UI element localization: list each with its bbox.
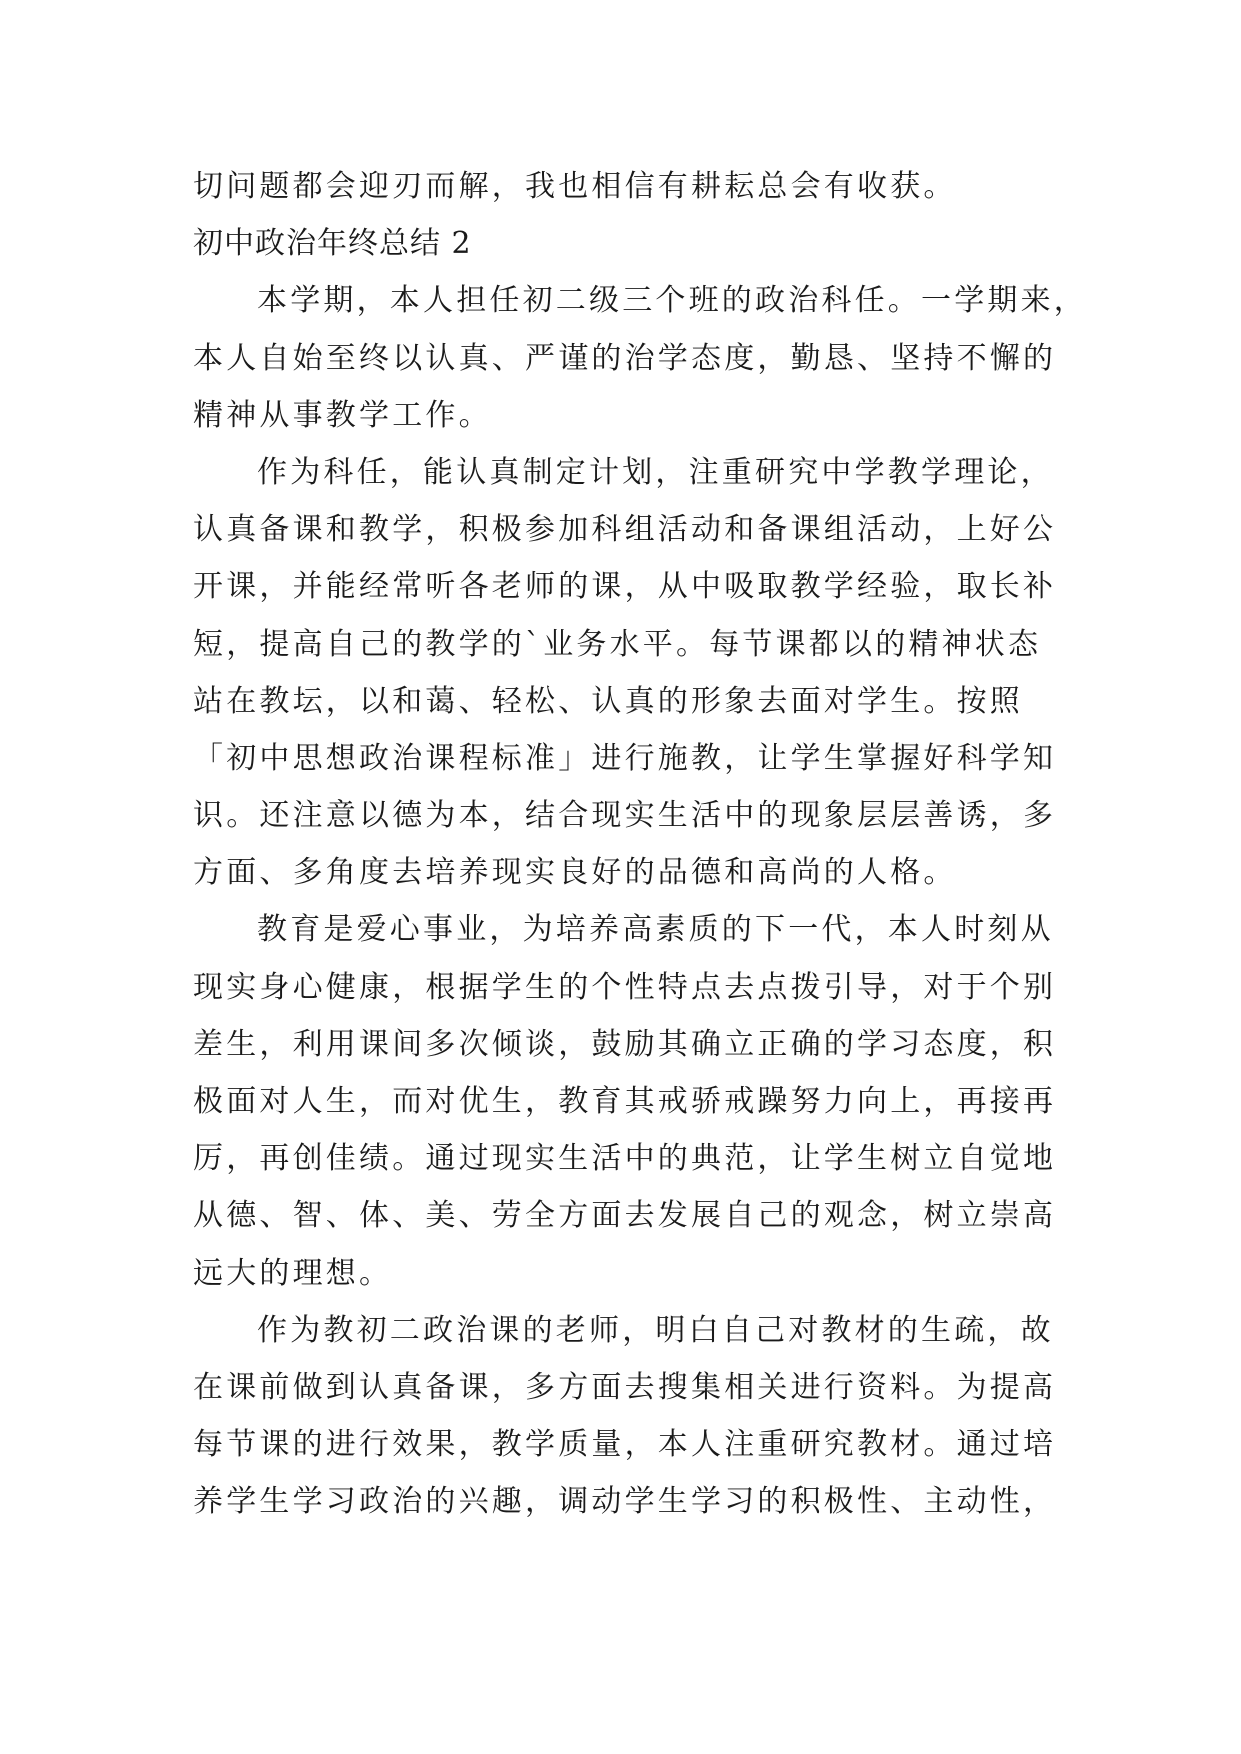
body-text-line: 厉，再创佳绩。通过现实生活中的典范，让学生树立自觉地 — [193, 1141, 1057, 1177]
body-text-line: 在课前做到认真备课，多方面去搜集相关进行资料。为提高 — [193, 1369, 1057, 1405]
paragraph-first-line: 教育是爱心事业，为培养高素质的下一代，本人时刻从 — [257, 912, 1054, 948]
body-text-line: 短，提高自己的教学的`业务水平。每节课都以的精神状态 — [193, 626, 1042, 662]
body-text-line: 本人自始至终以认真、严谨的治学态度，勤恳、坚持不懈的 — [193, 340, 1057, 376]
body-text-line: 每节课的进行效果，教学质量，本人注重研究教材。通过培 — [193, 1427, 1057, 1463]
body-text-line: 极面对人生，而对优生，教育其戒骄戒躁努力向上，再接再 — [193, 1084, 1057, 1119]
body-text-line: 认真备课和教学，积极参加科组活动和备课组活动，上好公 — [193, 512, 1057, 548]
body-text-line: 远大的理想。 — [193, 1255, 393, 1291]
body-text-line: 现实身心健康，根据学生的个性特点去点拨引导，对于个别 — [193, 969, 1057, 1005]
section-heading: 初中政治年终总结 2 — [193, 226, 472, 262]
body-text-line: 开课，并能经常听各老师的课，从中吸取教学经验，取长补 — [193, 569, 1057, 605]
body-text-line: 从德、智、体、美、劳全方面去发展自己的观念，树立崇高 — [193, 1198, 1057, 1234]
body-text-line: 站在教坛，以和蔼、轻松、认真的形象去面对学生。按照 — [193, 683, 1023, 719]
body-text-line: 「初中思想政治课程标准」进行施教，让学生掌握好科学知 — [193, 740, 1057, 776]
document-body — [193, 158, 1087, 1531]
body-text-line: 精神从事教学工作。 — [193, 397, 492, 433]
body-text-line: 识。还注意以德为本，结合现实生活中的现象层层善诱，多 — [193, 798, 1057, 834]
paragraph-first-line: 本学期，本人担任初二级三个班的政治科任。一学期来， — [257, 283, 1087, 319]
body-text-line: 切问题都会迎刃而解，我也相信有耕耘总会有收获。 — [193, 169, 957, 204]
paragraph-first-line: 作为科任，能认真制定计划，注重研究中学教学理论， — [257, 454, 1054, 490]
body-text-line: 差生，利用课间多次倾谈，鼓励其确立正确的学习态度，积 — [193, 1026, 1057, 1062]
body-text-line: 养学生学习政治的兴趣，调动学生学习的积极性、主动性， — [193, 1484, 1057, 1520]
body-text-line: 方面、多角度去培养现实良好的品德和高尚的人格。 — [193, 855, 957, 891]
paragraph-first-line: 作为教初二政治课的老师，明白自己对教材的生疏，故 — [257, 1312, 1054, 1348]
